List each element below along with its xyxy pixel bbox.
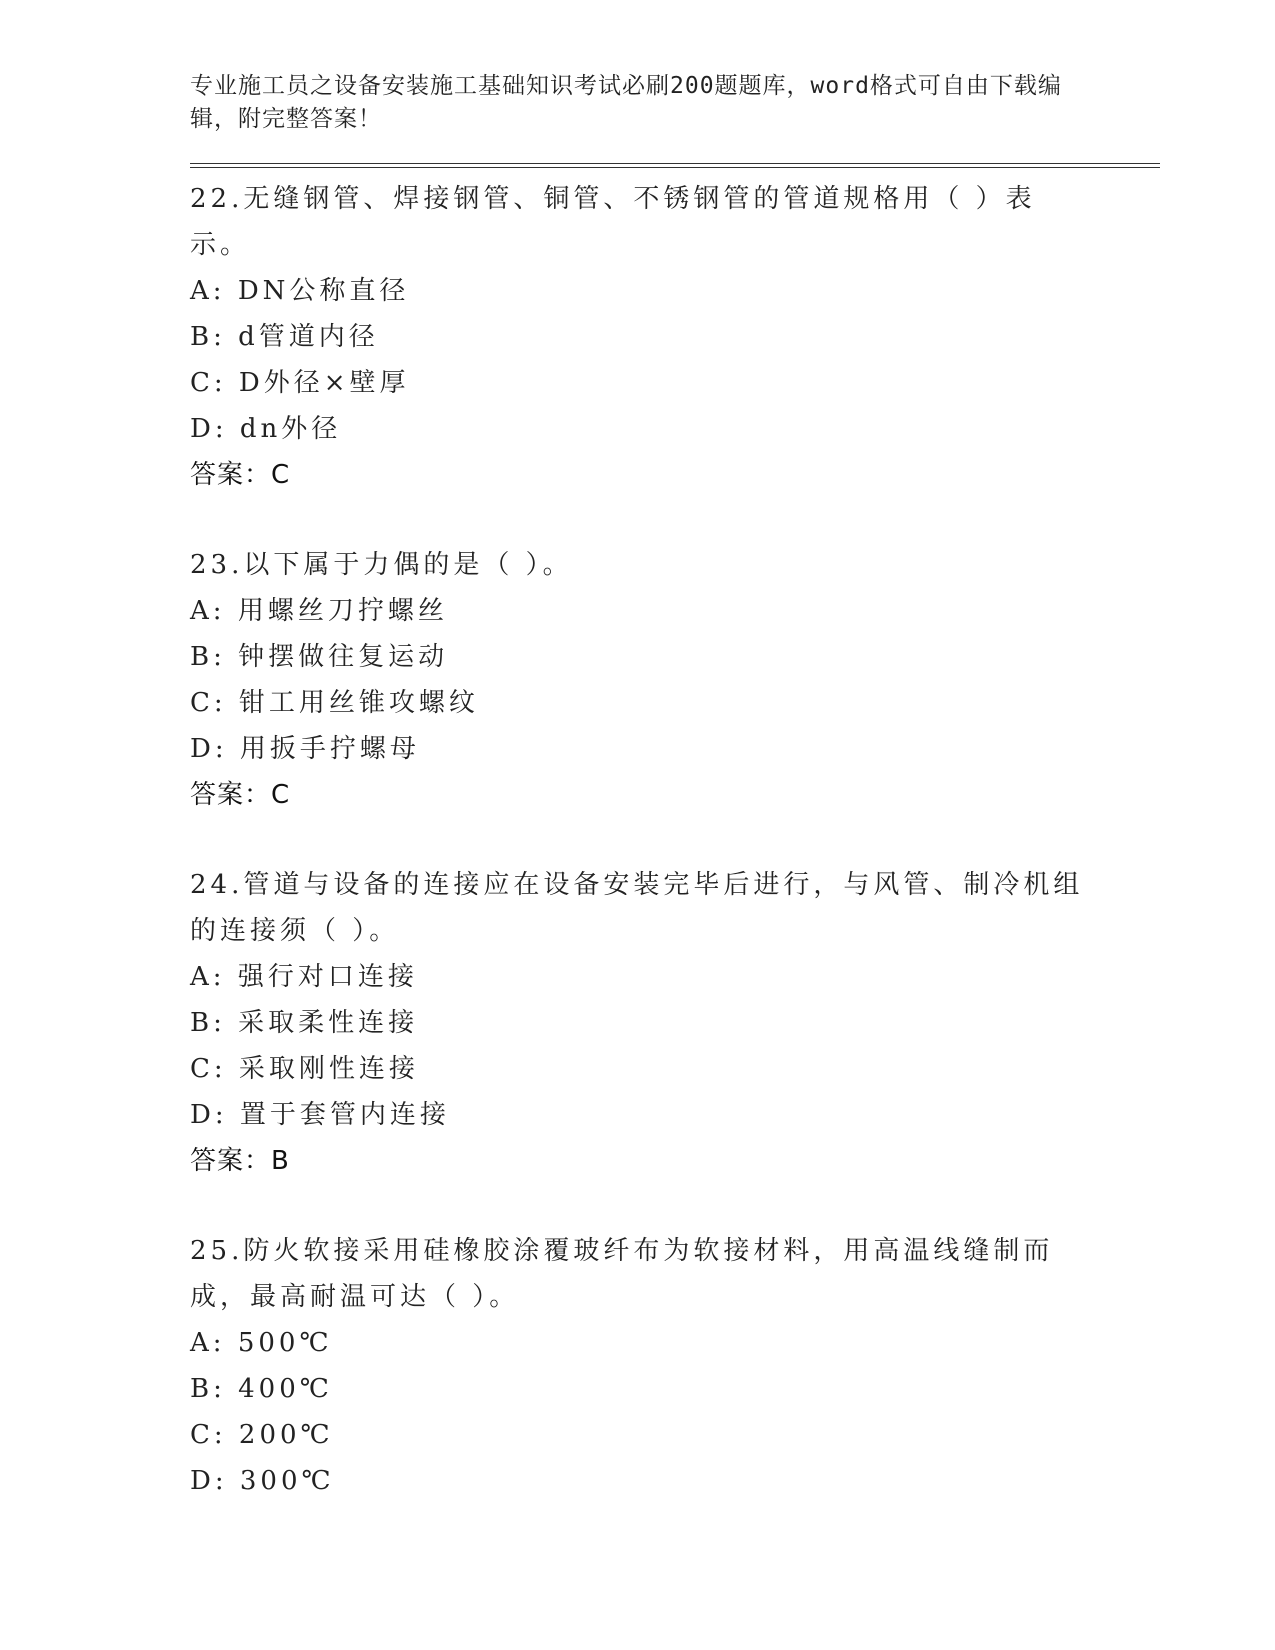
option-text: D外径×壁厚 [238, 368, 410, 398]
option-key: A: [190, 1328, 226, 1358]
question-23 [190, 542, 1160, 818]
option-text: 500℃ [237, 1328, 333, 1358]
document-header: 专业施工员之设备安装施工基础知识考试必刷200题题库，word格式可自由下载编辑，附完整答案！ [190, 73, 1062, 132]
option-d [190, 1458, 1160, 1504]
document-page [190, 70, 1160, 1548]
option-text: 用扳手拧螺母 [239, 734, 420, 764]
option-d [190, 1092, 1160, 1138]
option-d [190, 726, 1160, 772]
option-key: D: [190, 1466, 228, 1496]
option-b [190, 314, 1160, 360]
option-key: D: [190, 414, 228, 444]
option-text: 强行对口连接 [237, 962, 418, 992]
option-key: A: [190, 276, 226, 306]
option-key: C: [190, 368, 227, 398]
option-a [190, 954, 1160, 1000]
option-key: B: [190, 322, 226, 352]
option-b [190, 1000, 1160, 1046]
question-stem: 25.防火软接采用硅橡胶涂覆玻纤布为软接材料，用高温线缝制而成，最高耐温可达（ ）。 [190, 1236, 1054, 1312]
option-text: 400℃ [238, 1374, 333, 1404]
option-a [190, 1320, 1160, 1366]
option-key: A: [190, 962, 226, 992]
option-text: dn外径 [239, 414, 342, 444]
question-22 [190, 176, 1160, 498]
option-text: 300℃ [239, 1466, 335, 1496]
option-key: D: [190, 1100, 228, 1130]
header-double-rule [190, 163, 1160, 168]
option-text: 钳工用丝锥攻螺纹 [238, 688, 479, 718]
option-c [190, 360, 1160, 406]
question-25 [190, 1228, 1160, 1504]
question-stem: 22.无缝钢管、焊接钢管、铜管、不锈钢管的管道规格用（ ）表示。 [190, 184, 1036, 260]
question-stem: 24.管道与设备的连接应在设备安装完毕后进行，与风管、制冷机组的连接须（ ）。 [190, 870, 1084, 946]
answer-line: 答案：B [190, 1146, 290, 1176]
option-key: D: [190, 734, 228, 764]
answer-line: 答案：C [190, 780, 291, 810]
option-text: 钟摆做往复运动 [238, 642, 449, 672]
option-text: 用螺丝刀拧螺丝 [237, 596, 448, 626]
option-a [190, 268, 1160, 314]
option-key: B: [190, 642, 226, 672]
option-text: DN公称直径 [237, 276, 410, 306]
option-b [190, 634, 1160, 680]
option-text: 采取柔性连接 [238, 1008, 419, 1038]
answer-line: 答案：C [190, 460, 291, 490]
option-key: C: [190, 1420, 227, 1450]
question-stem: 23.以下属于力偶的是（ ）。 [190, 550, 573, 580]
option-b [190, 1366, 1160, 1412]
option-c [190, 680, 1160, 726]
option-text: d管道内径 [238, 322, 379, 352]
option-text: 采取刚性连接 [238, 1054, 419, 1084]
option-d [190, 406, 1160, 452]
option-c [190, 1412, 1160, 1458]
option-text: 200℃ [238, 1420, 334, 1450]
option-key: B: [190, 1008, 226, 1038]
option-key: C: [190, 1054, 227, 1084]
option-c [190, 1046, 1160, 1092]
option-text: 置于套管内连接 [239, 1100, 450, 1130]
option-key: B: [190, 1374, 226, 1404]
option-a [190, 588, 1160, 634]
question-24 [190, 862, 1160, 1184]
option-key: A: [190, 596, 226, 626]
option-key: C: [190, 688, 227, 718]
